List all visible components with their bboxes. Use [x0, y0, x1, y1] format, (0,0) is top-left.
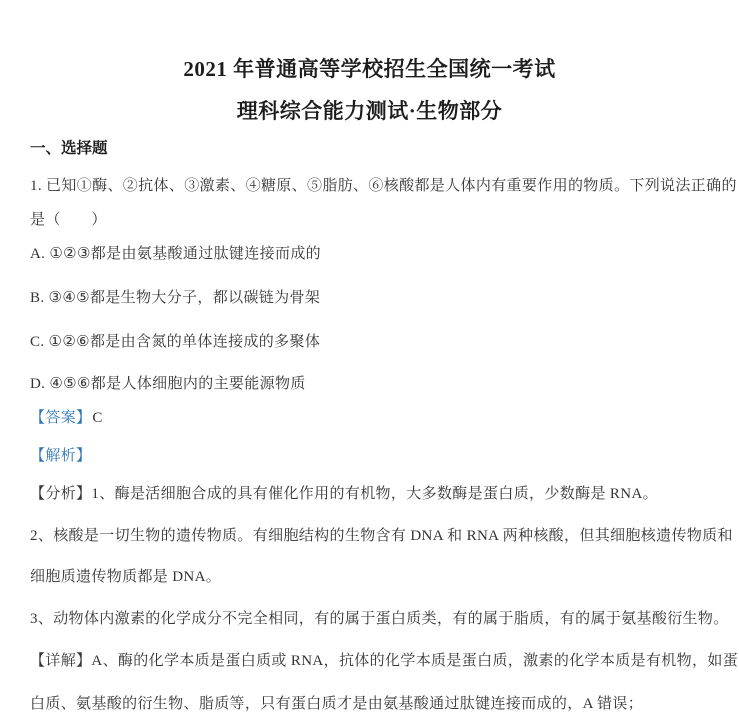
document-title-line2: 理科综合能力测试·生物部分: [236, 99, 503, 123]
analysis-header-line: [30, 446, 709, 466]
question-stem-line1: 1. 已知①酶、②抗体、③激素、④糖原、⑤脂肪、⑥核酸都是人体内有重要作用的物质。下列说法正确的: [30, 178, 737, 194]
analysis-line-2: 2、核酸是一切生物的遗传物质。有细胞结构的生物含有 DNA 和 RNA 两种核酸，但其细胞核遗传物质和: [30, 528, 733, 544]
analysis-line-1: 【分析】1、酶是活细胞合成的具有催化作用的有机物，大多数酶是蛋白质，少数酶是 RNA。: [30, 486, 658, 502]
option-a: A. ①②③都是由氨基酸通过肽键连接而成的: [30, 246, 322, 262]
answer-value: C: [92, 410, 103, 426]
analysis-line-3: 细胞质遗传物质都是 DNA。: [30, 569, 222, 585]
analysis-label: 【解析】: [30, 448, 92, 464]
section-heading: 一、选择题: [30, 140, 108, 157]
detail-line-1: 【详解】A、酶的化学本质是蛋白质或 RNA，抗体的化学本质是蛋白质，激素的化学本质是有机物，如蛋: [30, 653, 739, 669]
option-d: D. ④⑤⑥都是人体细胞内的主要能源物质: [30, 376, 306, 392]
answer-line: [30, 408, 709, 428]
analysis-line-4: 3、动物体内激素的化学成分不完全相同，有的属于蛋白质类，有的属于脂质，有的属于氨基酸衍生物。: [30, 611, 729, 627]
detail-line-2: 白质、氨基酸的衍生物、脂质等，只有蛋白质才是由氨基酸通过肽键连接而成的，A 错误；: [30, 696, 644, 712]
option-c: C. ①②⑥都是由含氮的单体连接成的多聚体: [30, 334, 321, 350]
answer-label: 【答案】: [30, 410, 92, 426]
question-stem-line2: 是（ ）: [30, 212, 107, 228]
option-b: B. ③④⑤都是生物大分子，都以碳链为骨架: [30, 290, 321, 306]
document-title-line1: 2021 年普通高等学校招生全国统一考试: [183, 57, 556, 81]
